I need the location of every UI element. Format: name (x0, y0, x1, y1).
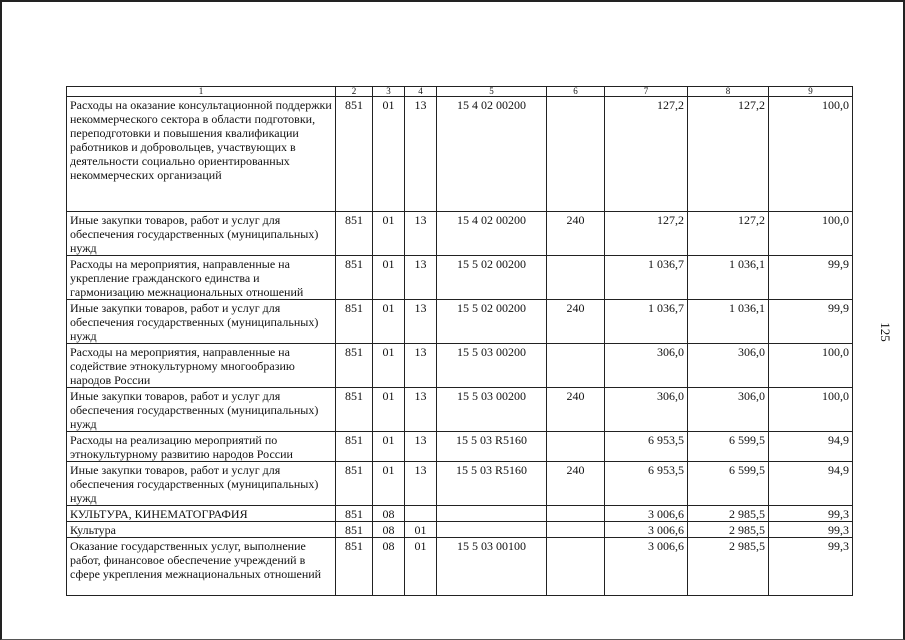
row-col-7: 3 006,6 (605, 506, 688, 522)
row-col-6 (547, 538, 605, 596)
row-name: Расходы на мероприятия, направленные на содействие этнокультурному многообразию народов России (67, 344, 336, 388)
row-col-5: 15 4 02 00200 (437, 212, 547, 256)
row-col-7: 6 953,5 (605, 432, 688, 462)
row-col-2: 851 (336, 506, 373, 522)
table-row (67, 462, 853, 506)
table-row (67, 256, 853, 300)
header-cell-6: 6 (547, 87, 605, 97)
table-row (67, 522, 853, 538)
row-col-9: 99,3 (769, 506, 853, 522)
row-col-2: 851 (336, 462, 373, 506)
row-col-6 (547, 256, 605, 300)
row-col-4: 13 (405, 388, 437, 432)
row-col-7: 1 036,7 (605, 300, 688, 344)
row-col-5: 15 5 03 R5160 (437, 432, 547, 462)
row-col-9: 94,9 (769, 432, 853, 462)
row-col-5: 15 5 02 00200 (437, 300, 547, 344)
header-cell-4: 4 (405, 87, 437, 97)
table-row (67, 506, 853, 522)
row-col-9: 99,9 (769, 300, 853, 344)
header-cell-7: 7 (605, 87, 688, 97)
table-row (67, 432, 853, 462)
row-col-9: 100,0 (769, 344, 853, 388)
row-col-8: 1 036,1 (688, 300, 769, 344)
row-col-6 (547, 522, 605, 538)
header-cell-2: 2 (336, 87, 373, 97)
row-col-3: 01 (373, 97, 405, 212)
row-col-7: 3 006,6 (605, 538, 688, 596)
row-col-5: 15 5 03 00100 (437, 538, 547, 596)
row-col-8: 6 599,5 (688, 462, 769, 506)
row-col-9: 100,0 (769, 388, 853, 432)
row-col-3: 08 (373, 522, 405, 538)
row-col-3: 01 (373, 300, 405, 344)
row-col-8: 1 036,1 (688, 256, 769, 300)
row-col-4: 13 (405, 256, 437, 300)
header-cell-5: 5 (437, 87, 547, 97)
row-col-3: 01 (373, 256, 405, 300)
row-col-4: 13 (405, 344, 437, 388)
row-col-5: 15 5 03 00200 (437, 344, 547, 388)
row-col-9: 99,3 (769, 538, 853, 596)
row-col-5 (437, 522, 547, 538)
table-row (67, 538, 853, 596)
row-name: Расходы на оказание консультационной поддержки некоммерческого сектора в области подготовки, переподготовки и повышения квалификации работников и добровольцев, участвующих в деятельности социально ориентированных некоммерческих организаций (67, 97, 336, 212)
header-cell-1: 1 (67, 87, 336, 97)
row-col-3: 01 (373, 388, 405, 432)
row-col-8: 127,2 (688, 212, 769, 256)
page-number: 125 (878, 322, 893, 342)
row-col-3: 01 (373, 462, 405, 506)
row-name: Расходы на мероприятия, направленные на укрепление гражданского единства и гармонизацию межнациональных отношений (67, 256, 336, 300)
row-col-7: 127,2 (605, 97, 688, 212)
row-col-4: 13 (405, 462, 437, 506)
row-col-5: 15 4 02 00200 (437, 97, 547, 212)
row-name: Иные закупки товаров, работ и услуг для обеспечения государственных (муниципальных) нужд (67, 462, 336, 506)
header-cell-8: 8 (688, 87, 769, 97)
row-col-3: 08 (373, 506, 405, 522)
row-col-2: 851 (336, 300, 373, 344)
row-col-9: 99,9 (769, 256, 853, 300)
row-col-6 (547, 432, 605, 462)
row-name: Иные закупки товаров, работ и услуг для обеспечения государственных (муниципальных) нужд (67, 300, 336, 344)
row-col-8: 306,0 (688, 344, 769, 388)
row-col-4: 01 (405, 522, 437, 538)
row-col-8: 306,0 (688, 388, 769, 432)
row-col-6: 240 (547, 462, 605, 506)
row-col-3: 01 (373, 344, 405, 388)
row-col-7: 306,0 (605, 388, 688, 432)
row-name: Иные закупки товаров, работ и услуг для обеспечения государственных (муниципальных) нужд (67, 212, 336, 256)
row-col-2: 851 (336, 256, 373, 300)
row-col-3: 08 (373, 538, 405, 596)
row-col-2: 851 (336, 432, 373, 462)
row-name: Иные закупки товаров, работ и услуг для обеспечения государственных (муниципальных) нужд (67, 388, 336, 432)
row-col-7: 1 036,7 (605, 256, 688, 300)
table-row (67, 97, 853, 212)
row-col-6: 240 (547, 212, 605, 256)
header-cell-3: 3 (373, 87, 405, 97)
row-col-7: 6 953,5 (605, 462, 688, 506)
row-col-8: 127,2 (688, 97, 769, 212)
row-col-7: 3 006,6 (605, 522, 688, 538)
row-col-2: 851 (336, 97, 373, 212)
table-row (67, 212, 853, 256)
row-col-2: 851 (336, 388, 373, 432)
row-col-8: 2 985,5 (688, 522, 769, 538)
row-col-4 (405, 506, 437, 522)
row-col-9: 94,9 (769, 462, 853, 506)
row-col-5 (437, 506, 547, 522)
row-col-8: 2 985,5 (688, 506, 769, 522)
row-col-5: 15 5 02 00200 (437, 256, 547, 300)
budget-table (66, 86, 853, 596)
row-col-6 (547, 97, 605, 212)
row-col-5: 15 5 03 R5160 (437, 462, 547, 506)
row-col-8: 6 599,5 (688, 432, 769, 462)
row-name: КУЛЬТУРА, КИНЕМАТОГРАФИЯ (67, 506, 336, 522)
row-col-4: 13 (405, 97, 437, 212)
row-col-6 (547, 344, 605, 388)
row-col-2: 851 (336, 344, 373, 388)
row-name: Расходы на реализацию мероприятий по этнокультурному развитию народов России (67, 432, 336, 462)
row-col-4: 13 (405, 300, 437, 344)
row-col-4: 13 (405, 212, 437, 256)
row-col-9: 100,0 (769, 212, 853, 256)
header-cell-9: 9 (769, 87, 853, 97)
row-col-2: 851 (336, 212, 373, 256)
row-col-2: 851 (336, 522, 373, 538)
row-name: Оказание государственных услуг, выполнение работ, финансовое обеспечение учреждений в сфере укрепления межнациональных отношений (67, 538, 336, 596)
table-row (67, 388, 853, 432)
table-row (67, 344, 853, 388)
row-col-9: 100,0 (769, 97, 853, 212)
row-col-6: 240 (547, 300, 605, 344)
row-col-2: 851 (336, 538, 373, 596)
table-row (67, 300, 853, 344)
row-col-7: 306,0 (605, 344, 688, 388)
row-col-3: 01 (373, 432, 405, 462)
header-row (67, 87, 853, 97)
row-col-4: 01 (405, 538, 437, 596)
row-col-7: 127,2 (605, 212, 688, 256)
row-col-8: 2 985,5 (688, 538, 769, 596)
row-col-3: 01 (373, 212, 405, 256)
row-col-9: 99,3 (769, 522, 853, 538)
row-col-6 (547, 506, 605, 522)
row-col-6: 240 (547, 388, 605, 432)
row-col-5: 15 5 03 00200 (437, 388, 547, 432)
row-name: Культура (67, 522, 336, 538)
row-col-4: 13 (405, 432, 437, 462)
